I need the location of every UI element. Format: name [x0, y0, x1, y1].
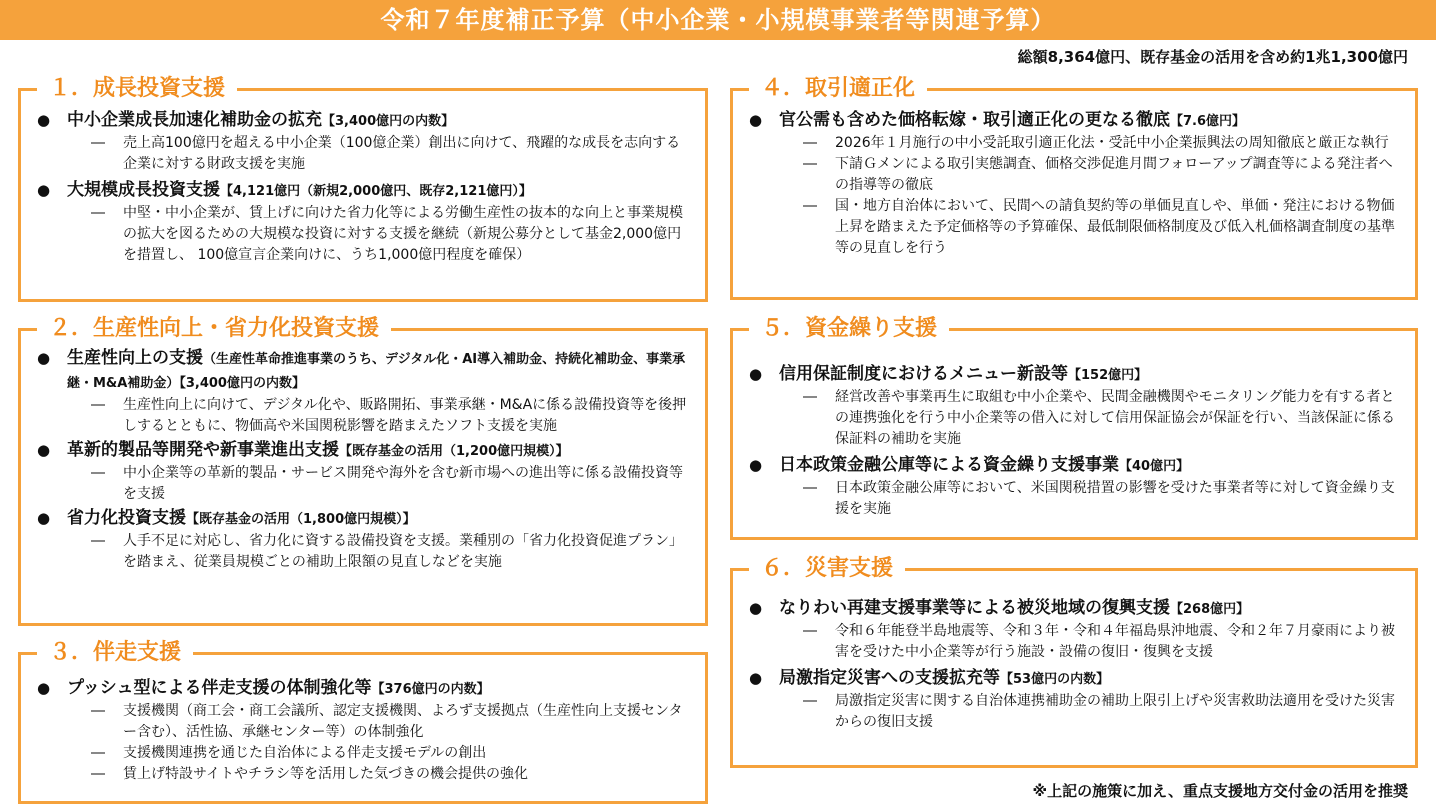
section-trade-fairness [730, 76, 1418, 300]
dash-icon: ― [803, 693, 817, 709]
list-item [749, 109, 1403, 259]
list-item [749, 667, 1403, 733]
item-budget: 【376億円の内数】 [371, 682, 490, 697]
item-budget: 【53億円の内数】 [1000, 672, 1110, 687]
item-title: なりわい再建支援事業等による被災地域の復興支援 [779, 598, 1170, 618]
item-description: 中堅・中小企業が、賃上げに向けた省力化等による労働生産性の抜本的な向上と事業規模の拡大を図るための大規模な投資に対する支援を継続（新規公募分として基金2,000億円を措置し、 100億宣言企業向けに、うち1,000億円程度を確保） [123, 205, 683, 263]
list-item [37, 507, 693, 573]
item-description: 2026年１月施行の中小受託取引適正化法・受託中小企業振興法の周知徹底と厳正な執行 [835, 135, 1389, 151]
bullet-icon: ● [37, 349, 51, 367]
item-budget: 【4,121億円（新規2,000億円、既存2,121億円）】 [220, 184, 532, 199]
item-description: 国・地方自治体において、民間への請負契約等の単価見直しや、単価・発注における物価上昇を踏まえた予定価格等の予算確保、最低制限価格制度及び低入札価格調査制度の基準等の見直しを行う [835, 198, 1395, 256]
dash-icon: ― [91, 766, 105, 782]
bullet-icon: ● [37, 441, 51, 459]
item-description: 日本政策金融公庫等において、米国関税措置の影響を受けた事業者等に対して資金繰り支援を実施 [835, 480, 1395, 517]
section-title: ６．災害支援 [749, 554, 905, 584]
section-financing-support [730, 316, 1418, 540]
item-description: 賃上げ特設サイトやチラシ等を活用した気づきの機会提供の強化 [123, 766, 529, 782]
dash-icon: ― [91, 397, 105, 413]
item-description: 売上高100億円を超える中小企業（100億企業）創出に向けて、飛躍的な成長を志向する企業に対する財政支援を実施 [123, 135, 681, 172]
bullet-icon: ● [749, 111, 763, 129]
bullet-icon: ● [749, 365, 763, 383]
item-title: プッシュ型による伴走支援の体制強化等 [67, 678, 372, 698]
bullet-icon: ● [749, 669, 763, 687]
bullet-icon: ● [37, 509, 51, 527]
footer-note: ※上記の施策に加え、重点支援地方交付金の活用を推奨 [1032, 782, 1408, 800]
section-productivity-support [18, 316, 708, 626]
list-item [37, 347, 693, 437]
bullet-icon: ● [37, 679, 51, 697]
item-description: 中小企業等の革新的製品・サービス開発や海外を含む新市場への進出等に係る設備投資等を支援 [123, 465, 683, 502]
item-title: 中小企業成長加速化補助金の拡充 [67, 110, 322, 130]
section-disaster-support [730, 556, 1418, 768]
bullet-icon: ● [749, 456, 763, 474]
list-item [37, 179, 693, 266]
item-budget: 【268億円】 [1170, 602, 1250, 617]
dash-icon: ― [91, 205, 105, 221]
dash-icon: ― [91, 465, 105, 481]
item-description: 下請Ｇメンによる取引実態調査、価格交渉促進月間フォローアップ調査等による発注者への指導等の徹底 [835, 156, 1393, 193]
item-description: 局激指定災害に関する自治体連携補助金の補助上限引上げや災害救助法適用を受けた災害からの復旧支援 [835, 693, 1395, 730]
list-item [749, 597, 1403, 663]
dash-icon: ― [803, 480, 817, 496]
page-title: 令和７年度補正予算（中小企業・小規模事業者等関連予算） [380, 6, 1056, 34]
item-description: 令和６年能登半島地震等、令和３年・令和４年福島県沖地震、令和２年７月豪雨により被害を受けた中小企業等が行う施設・設備の復旧・復興を支援 [835, 623, 1395, 660]
item-title: 官公需も含めた価格転嫁・取引適正化の更なる徹底 [779, 110, 1170, 130]
dash-icon: ― [91, 745, 105, 761]
dash-icon: ― [91, 135, 105, 151]
item-title: 省力化投資支援 [67, 508, 186, 528]
item-budget: 【3,400億円の内数】 [322, 114, 455, 129]
dash-icon: ― [803, 135, 817, 151]
section-title: ５．資金繰り支援 [749, 314, 949, 344]
list-item [749, 363, 1403, 450]
page-title-banner [0, 0, 1436, 40]
dash-icon: ― [803, 623, 817, 639]
item-title: 生産性向上の支援 [67, 348, 203, 368]
item-title: 信用保証制度におけるメニュー新設等 [779, 364, 1068, 384]
bullet-icon: ● [37, 111, 51, 129]
item-budget: 【152億円】 [1068, 368, 1148, 383]
dash-icon: ― [803, 389, 817, 405]
list-item [749, 454, 1403, 520]
list-item [37, 677, 693, 785]
section-title: ２．生産性向上・省力化投資支援 [37, 314, 391, 344]
dash-icon: ― [803, 156, 817, 172]
item-description: 人手不足に対応し、省力化に資する設備投資を支援。業種別の「省力化投資促進プラン」を踏まえ、従業員規模ごとの補助上限額の見直しなどを実施 [123, 533, 683, 570]
dash-icon: ― [803, 198, 817, 214]
item-budget: 【40億円】 [1119, 459, 1190, 474]
item-description: 生産性向上に向けて、デジタル化や、販路開拓、事業承継・M&Aに係る設備投資等を後押しするとともに、物価高や米国関税影響を踏まえたソフト支援を実施 [123, 397, 687, 434]
list-item [37, 109, 693, 175]
item-description: 支援機関（商工会・商工会議所、認定支援機関、よろず支援拠点（生産性向上支援センター含む）、活性協、承継センター等）の体制強化 [123, 703, 683, 740]
dash-icon: ― [91, 703, 105, 719]
item-description: 支援機関連携を通じた自治体による伴走支援モデルの創出 [123, 745, 487, 761]
bullet-icon: ● [37, 181, 51, 199]
item-title: 大規模成長投資支援 [67, 180, 220, 200]
section-title: １．成長投資支援 [37, 74, 237, 104]
section-growth-investment [18, 76, 708, 302]
section-accompanying-support [18, 640, 708, 804]
section-title: ３．伴走支援 [37, 638, 193, 668]
item-budget: 【既存基金の活用（1,200億円規模）】 [339, 444, 569, 459]
item-title: 局激指定災害への支援拡充等 [779, 668, 1000, 688]
item-budget: 【7.6億円】 [1170, 114, 1246, 129]
list-item [37, 439, 693, 505]
item-title: 革新的製品等開発や新事業進出支援 [67, 440, 339, 460]
dash-icon: ― [91, 533, 105, 549]
item-budget: 【既存基金の活用（1,800億円規模）】 [186, 512, 416, 527]
bullet-icon: ● [749, 599, 763, 617]
item-title: 日本政策金融公庫等による資金繰り支援事業 [779, 455, 1119, 475]
section-title: ４．取引適正化 [749, 74, 927, 104]
total-budget: 総額8,364億円、既存基金の活用を含め約1兆1,300億円 [1017, 48, 1408, 66]
item-description: 経営改善や事業再生に取組む中小企業や、民間金融機関やモニタリング能力を有する者との連携強化を行う中小企業等の借入に対して信用保証協会が保証を行い、当該保証に係る保証料の補助を実施 [835, 389, 1395, 447]
item-budget: （生産性革命推進事業のうち、デジタル化・AI導入補助金、持続化補助金、事業承継・M&A補助金）【3,400億円の内数】 [67, 352, 686, 391]
